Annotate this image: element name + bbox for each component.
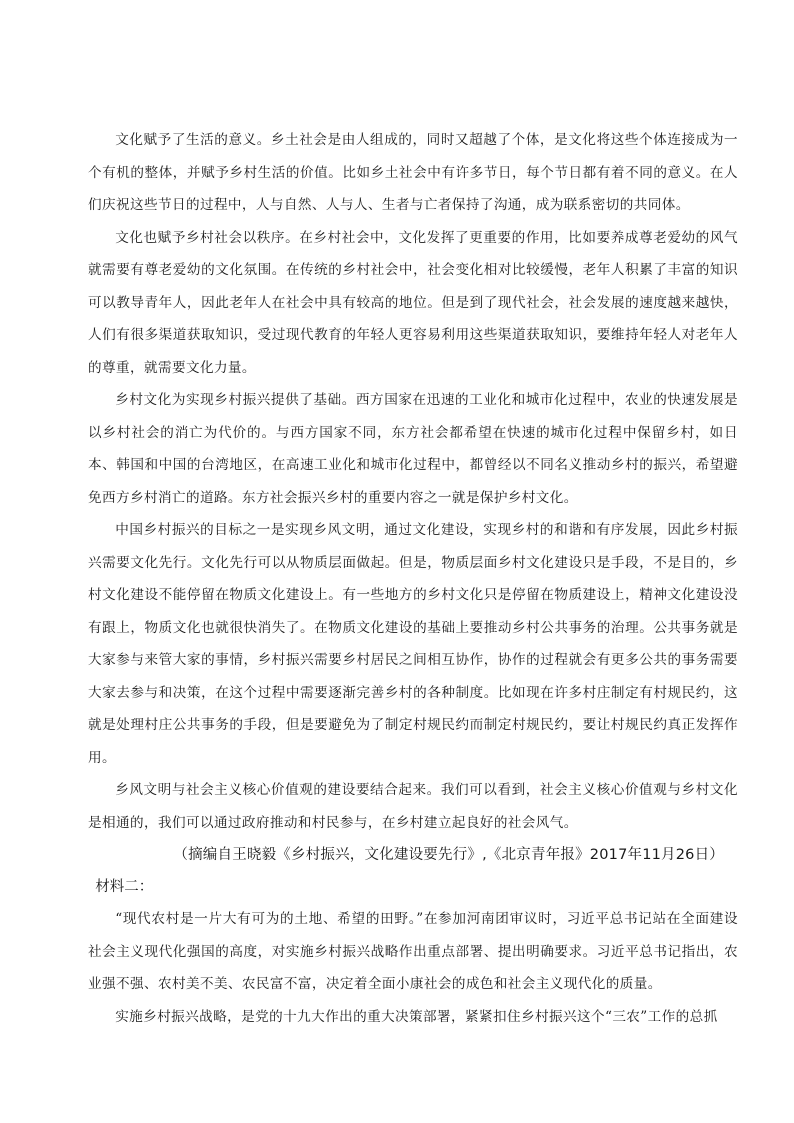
paragraph-rural-revitalization-goal: 中国乡村振兴的目标之一是实现乡风文明，通过文化建设，实现乡村的和谐和有序发展，因此乡村振兴需要文化先行。文化先行可以从物质层面做起。但是，物质层面乡村文化建设只是手段，不是目的，乡村文化建设不能停留在物质文化建设上。有一些地方的乡村文化只是停留在物质建设上，精神文化建设没有跟上，物质文化也就很快消失了。在物质文化建设的基础上要推动乡村公共事务的治理。公共事务就是大家参与来管大家的事情，乡村振兴需要乡村居民之间相互协作，协作的过程就会有更多公共的事务需要大家去参与和决策，在这个过程中需要逐渐完善乡村的各种制度。比如现在许多村庄制定有村规民约，这就是处理村庄公共事务的手段，但是要避免为了制定村规民约而制定村规民约，要让村规民约真正发挥作用。 [88,522,738,766]
paragraph-culture-meaning: 文化赋予了生活的意义。乡土社会是由人组成的，同时又超越了个体，是文化将这些个体连接成为一个有机的整体，并赋予乡村生活的价值。比如乡土社会中有许多节日，每个节日都有着不同的意义。在人们庆祝这些节日的过程中，人与自然、人与人、生者与亡者保持了沟通，成为联系密切的共同体。 [88,132,738,213]
source-citation: （摘编自王晓毅《乡村振兴，文化建设要先行》,《北京青年报》2017年11月26日） [173,847,724,863]
paragraph-modern-countryside: “现代农村是一片大有可为的土地、希望的田野。”在参加河南团审议时，习近平总书记站在全面建设社会主义现代化强国的高度，对实施乡村振兴战略作出重点部署、提出明确要求。习近平总书记指出，农业强不强、农村美不美、农民富不富，决定着全面小康社会的成色和社会主义现代化的质量。 [88,911,738,992]
paragraph-culture-order: 文化也赋予乡村社会以秩序。在乡村社会中，文化发挥了更重要的作用，比如要养成尊老爱幼的风气就需要有尊老爱幼的文化氛围。在传统的乡村社会中，社会变化相对比较缓慢，老年人积累了丰富的知识可以教导青年人，因此老年人在社会中具有较高的地位。但是到了现代社会，社会发展的速度越来越快，人们有很多渠道获取知识，受过现代教育的年轻人更容易利用这些渠道获取知识，要维持年轻人对老年人的尊重，就需要文化力量。 [88,229,738,376]
article-body [88,124,738,1033]
paragraph-core-values: 乡风文明与社会主义核心价值观的建设要结合起来。我们可以看到，社会主义核心价值观与乡村文化是相通的，我们可以通过政府推动和村民参与，在乡村建立起良好的社会风气。 [88,782,738,831]
paragraph-strategy: 实施乡村振兴战略，是党的十九大作出的重大决策部署，紧紧扣住乡村振兴这个“三农”工作的总抓 [115,1008,718,1025]
paragraph-rural-foundation: 乡村文化为实现乡村振兴提供了基础。西方国家在迅速的工业化和城市化过程中，农业的快速发展是以乡村社会的消亡为代价的。与西方国家不同，东方社会都希望在快速的城市化过程中保留乡村，如日本、韩国和中国的台湾地区，在高速工业化和城市化过程中，都曾经以不同名义推动乡村的振兴，希望避免西方乡村消亡的道路。东方社会振兴乡村的重要内容之一就是保护乡村文化。 [88,392,738,506]
material-two-heading: 材料二： [95,879,154,895]
